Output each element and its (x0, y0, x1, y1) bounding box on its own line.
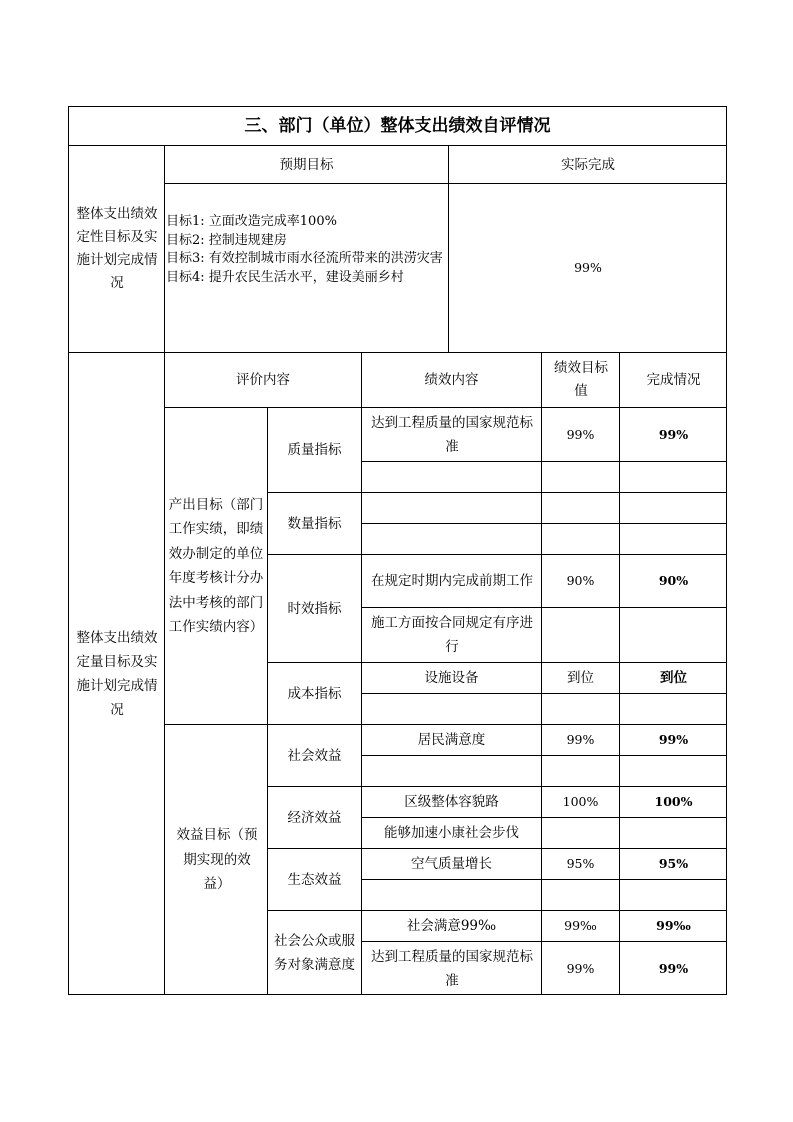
target-item: 目标3: 有效控制城市雨水径流所带来的洪涝灾害 (166, 251, 443, 266)
completion-cell: 100% (654, 794, 693, 809)
ecological-benefit-indicator: 生态效益 (287, 871, 342, 888)
completion-cell: 99% (658, 426, 689, 442)
actual-completion-value: 99% (574, 260, 602, 275)
section-title: 三、部门（单位）整体支出绩效自评情况 (244, 115, 551, 136)
rule (164, 145, 165, 995)
perf-content-cell: 区级整体容貌路 (404, 794, 499, 810)
target-item: 目标1: 立面改造完成率100% (166, 214, 337, 229)
completion-cell: 99% (658, 960, 689, 976)
quantitative-row-label: 整体支出绩效定量目标及实施计划完成情况 (76, 630, 158, 718)
completion-cell: 到位 (660, 670, 687, 686)
quality-indicator: 质量指标 (287, 442, 342, 458)
timeliness-indicator: 时效指标 (287, 600, 342, 617)
perf-content-cell: 设施设备 (424, 670, 479, 686)
perf-content-cell: 达到工程质量的国家规范标准 (371, 948, 533, 989)
satisfaction-indicator: 社会公众或服务对象满意度 (274, 933, 355, 973)
quantity-indicator: 数量指标 (287, 515, 342, 532)
rule (361, 755, 727, 756)
target-value-cell: 到位 (567, 670, 594, 686)
target-value-cell: 99% (566, 732, 595, 747)
perf-content-cell: 施工方面按合同规定有序进行 (371, 615, 533, 655)
rule (361, 693, 727, 694)
eval-content-header: 评价内容 (236, 372, 290, 388)
actual-completion-header: 实际完成 (561, 156, 615, 173)
output-target-group: 产出目标（部门工作实绩，即绩效办制定的单位年度考核计分办法中考核的部门工作实绩内容） (168, 496, 264, 635)
perf-content-cell: 居民满意度 (417, 732, 486, 748)
rule (361, 879, 727, 880)
target-value-cell: 99‰ (564, 918, 597, 933)
target-value-cell: 99% (566, 960, 595, 976)
completion-cell: 99% (658, 732, 689, 747)
target-value-cell: 90% (566, 573, 595, 588)
perf-content-cell: 社会满意99‰ (406, 918, 497, 934)
perf-content-cell: 在规定时期内完成前期工作 (371, 573, 533, 589)
target-value-cell: 99% (566, 426, 595, 442)
rule (361, 523, 727, 524)
completion-cell: 90% (658, 573, 689, 588)
completion-cell: 95% (658, 856, 689, 871)
completion-cell: 99‰ (656, 918, 691, 933)
qualitative-row-label: 整体支出绩效定性目标及实施计划完成情况 (76, 206, 158, 291)
perf-content-cell: 能够加速小康社会步伐 (384, 825, 519, 841)
target-value-header: 绩效目标值 (554, 360, 608, 399)
perf-content-header: 绩效内容 (424, 372, 479, 388)
target-item: 目标4: 提升农民生活水平，建设美丽乡村 (166, 269, 404, 285)
social-benefit-indicator: 社会效益 (287, 747, 342, 764)
benefit-target-group: 效益目标（预期实现的效益） (176, 827, 258, 893)
expected-target-list (166, 213, 449, 287)
perf-content-cell: 空气质量增长 (411, 856, 492, 872)
cost-indicator: 成本指标 (287, 685, 342, 702)
economic-benefit-indicator: 经济效益 (287, 809, 342, 826)
perf-content-cell: 达到工程质量的国家规范标准 (371, 414, 533, 455)
expected-target-header: 预期目标 (279, 156, 334, 173)
target-value-cell: 95% (566, 856, 595, 871)
target-item: 目标2: 控制违规建房 (166, 232, 287, 248)
completion-header: 完成情况 (646, 372, 701, 388)
target-value-cell: 100% (562, 794, 599, 809)
rule (361, 461, 727, 462)
